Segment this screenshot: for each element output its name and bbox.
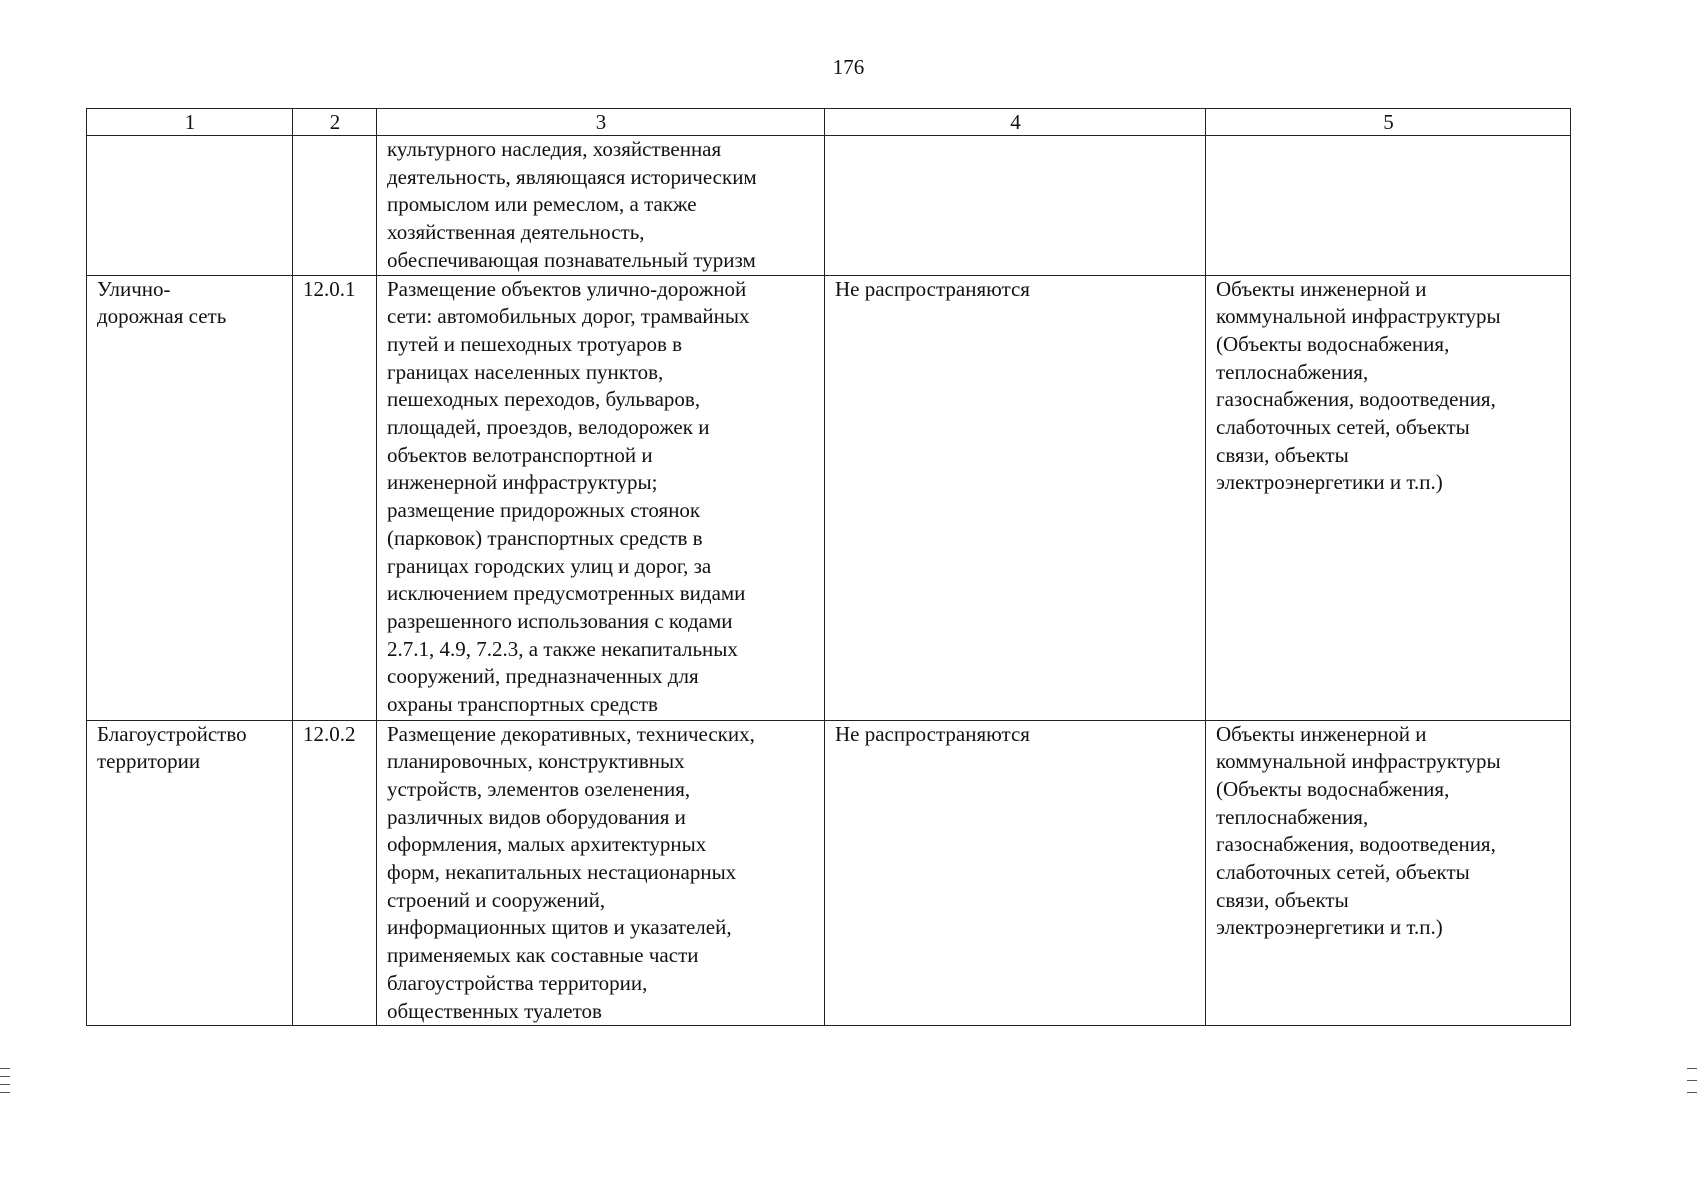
restrictions-text: Не распространяются	[835, 276, 1030, 301]
name-cell	[87, 136, 293, 276]
column-header: 4	[825, 109, 1206, 136]
description-text: Размещение декоративных, технических, планировочных, конструктивных устройств, элементов озеленения, различных видов оборудования и оформления, малых архитектурных форм, некапитальных нестационарных строений и сооружений, информационных щитов и указателей, применяемых как составные части благоустройства территории, общественных туалетов	[387, 721, 755, 1023]
scan-margin-mark	[0, 1084, 10, 1085]
name-text: Улично- дорожная сеть	[97, 276, 227, 329]
code-cell	[293, 275, 377, 720]
column-header: 2	[293, 109, 377, 136]
scan-margin-mark	[0, 1076, 10, 1077]
objects-cell	[1206, 720, 1571, 1026]
code-cell	[293, 136, 377, 276]
code-text: 12.0.2	[303, 721, 356, 746]
code-cell	[293, 720, 377, 1026]
scan-margin-mark	[1687, 1080, 1697, 1081]
restrictions-text: Не распространяются	[835, 721, 1030, 746]
description-cell	[377, 720, 825, 1026]
table-row	[87, 720, 1571, 1026]
description-text: Размещение объектов улично-дорожной сети: автомобильных дорог, трамвайных путей и пешеходных тротуаров в границах населенных пунктов, пешеходных переходов, бульваров, площадей, проездов, велодорожек и объектов велотранспортной и инженерной инфраструктуры; размещение придорожных стоянок (парковок) транспортных средств в границах городских улиц и дорог, за исключением предусмотренных видами разрешенного использования с кодами 2.7.1, 4.9, 7.2.3, а также некапитальных сооружений, предназначенных для охраны транспортных средств	[387, 276, 750, 717]
description-text: культурного наследия, хозяйственная деятельность, являющаяся историческим промыслом или ремеслом, а также хозяйственная деятельность, обеспечивающая познавательный туризм	[387, 137, 757, 272]
name-text: Благоустройство территории	[97, 721, 247, 774]
restrictions-cell	[825, 275, 1206, 720]
code-text: 12.0.1	[303, 276, 356, 301]
column-header: 5	[1206, 109, 1571, 136]
description-cell	[377, 136, 825, 276]
column-header: 3	[377, 109, 825, 136]
objects-cell	[1206, 136, 1571, 276]
scan-margin-mark	[1687, 1068, 1697, 1069]
column-header: 1	[87, 109, 293, 136]
scan-margin-mark	[0, 1068, 10, 1069]
name-cell	[87, 275, 293, 720]
scan-margin-mark	[0, 1092, 10, 1093]
scan-margin-mark	[1687, 1092, 1697, 1093]
description-cell	[377, 275, 825, 720]
table-row-continuation	[87, 136, 1571, 276]
name-cell	[87, 720, 293, 1026]
table-row	[87, 275, 1571, 720]
objects-cell	[1206, 275, 1571, 720]
objects-text: Объекты инженерной и коммунальной инфраструктуры (Объекты водоснабжения, теплоснабжения, газоснабжения, водоотведения, слаботочных сетей, объекты связи, объекты электроэнергетики и т.п.)	[1216, 276, 1501, 495]
page-number: 176	[832, 55, 865, 79]
objects-text: Объекты инженерной и коммунальной инфраструктуры (Объекты водоснабжения, теплоснабжения, газоснабжения, водоотведения, слаботочных сетей, объекты связи, объекты электроэнергетики и т.п.)	[1216, 721, 1501, 940]
restrictions-cell	[825, 720, 1206, 1026]
restrictions-cell	[825, 136, 1206, 276]
document-table	[86, 108, 1571, 1026]
table-header-row	[87, 109, 1571, 136]
